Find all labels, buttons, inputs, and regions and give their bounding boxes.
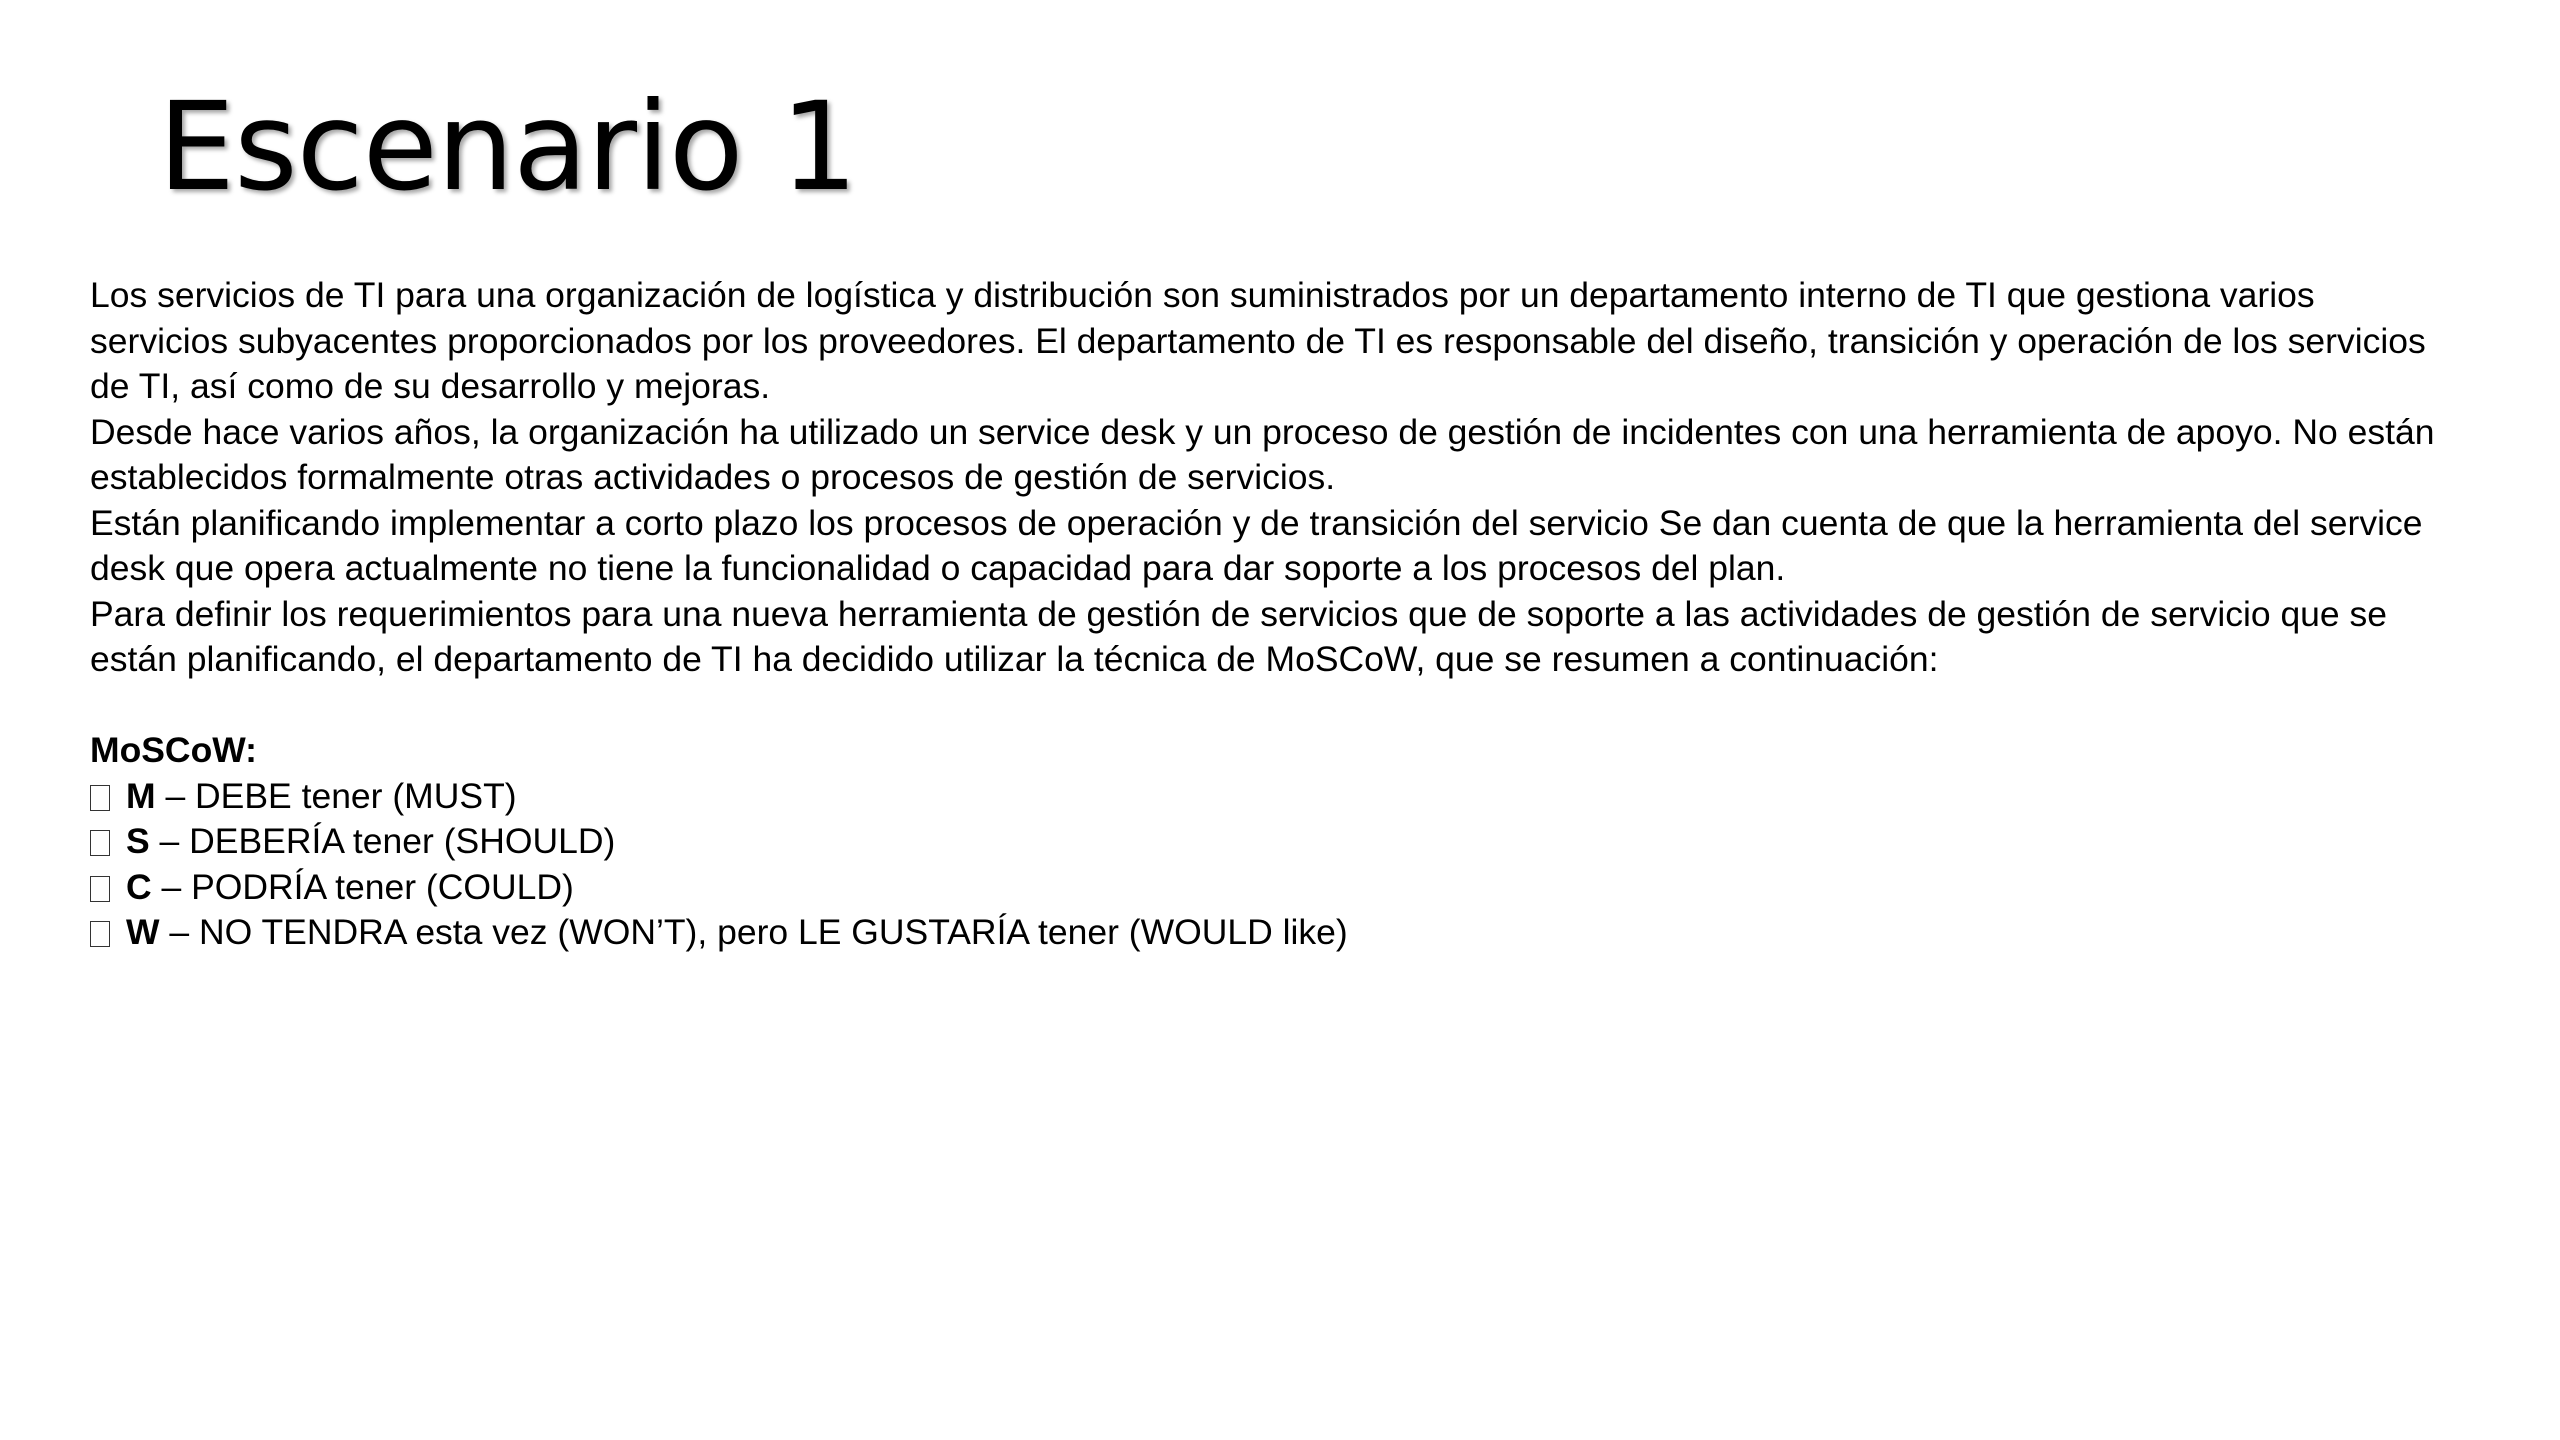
moscow-letter: M — [126, 775, 156, 816]
paragraph-current-state: Desde hace varios años, la organización ha utilizado un service desk y un proceso de gestión de incidentes con una herramienta de apoyo. No están establecidos formalmente otras actividades o procesos de gestión de servicios. — [90, 411, 2435, 497]
slide-title: Escenario 1 — [158, 76, 857, 218]
moscow-description: – NO TENDRA esta vez (WON’T), pero LE GUSTARÍA tener (WOULD like) — [159, 912, 1348, 952]
slide-body — [90, 273, 2450, 956]
moscow-description: – DEBE tener (MUST) — [155, 775, 517, 816]
paragraph-context: Los servicios de TI para una organización de logística y distribución son suministrados por un departamento interno de TI que gestiona varios servicios subyacentes proporcionados por los proveedores. El departamento de TI es responsable del diseño, transición y operación de los servicios de TI, así como de su desarrollo y mejoras. — [90, 275, 2426, 406]
paragraph-requirements: Para definir los requerimientos para una nueva herramienta de gestión de servicios que de soporte a las actividades de gestión de servicio que se están planificando, el departamento de TI ha decidido utilizar la técnica de MoSCoW, que se resumen a continuación: — [90, 593, 2388, 679]
square-bullet-icon — [90, 921, 110, 947]
moscow-letter: C — [126, 866, 152, 907]
moscow-item-could — [90, 865, 2450, 911]
square-bullet-icon — [90, 830, 110, 856]
moscow-item-must — [90, 774, 2450, 820]
moscow-letter: S — [126, 821, 150, 861]
moscow-item-should — [90, 819, 2450, 865]
square-bullet-icon — [90, 785, 110, 811]
moscow-description: – DEBERÍA tener (SHOULD) — [149, 821, 616, 861]
moscow-description: – PODRÍA tener (COULD) — [151, 866, 574, 907]
moscow-item-wont — [90, 910, 2450, 956]
paragraph-plans: Están planificando implementar a corto plazo los procesos de operación y de transición del servicio Se dan cuenta de que la herramienta del service desk que opera actualmente no tiene la funcionalidad o capacidad para dar soporte a los procesos del plan. — [90, 502, 2423, 588]
moscow-list — [90, 774, 2450, 956]
moscow-heading: MoSCoW: — [90, 730, 257, 770]
moscow-letter: W — [126, 912, 160, 952]
square-bullet-icon — [90, 876, 110, 902]
blank-line — [90, 683, 2450, 729]
